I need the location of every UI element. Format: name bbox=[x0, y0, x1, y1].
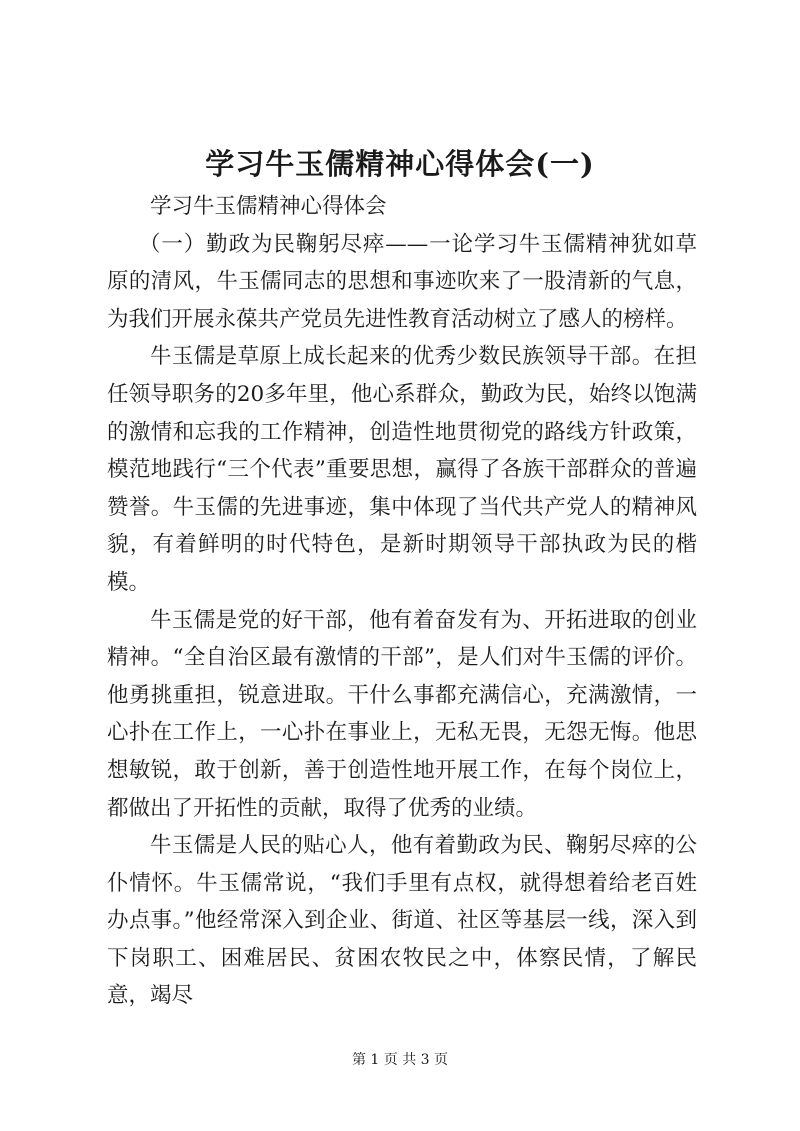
document-title: 学习牛玉儒精神心得体会(一) bbox=[205, 147, 595, 181]
paragraph: 牛玉儒是人民的贴心人，他有着勤政为民、鞠躬尽瘁的公仆情怀。牛玉儒常说，“我们手里有点权，就得想着给老百姓办点事。”他经常深入到企业、街道、社区等基层一线，深入到下岗职工、困难居民、贫困农牧民之中，体察民情，了解民意，竭尽 bbox=[107, 833, 697, 1009]
document-body bbox=[107, 188, 697, 1015]
paragraph: （一）勤政为民鞠躬尽瘁——一论学习牛玉儒精神犹如草原的清风，牛玉儒同志的思想和事迹吹来了一股清新的气息，为我们开展永葆共产党员先进性教育活动树立了感人的榜样。 bbox=[107, 231, 697, 332]
document-subtitle: 学习牛玉儒精神心得体会 bbox=[150, 194, 387, 219]
paragraph: 牛玉儒是草原上成长起来的优秀少数民族领导干部。在担任领导职务的20多年里，他心系群众，勤政为民，始终以饱满的激情和忘我的工作精神，创造性地贯彻党的路线方针政策，模范地践行“三个代表”重要思想，赢得了各族干部群众的普遍赞誉。牛玉儒的先进事迹，集中体现了当代共产党人的精神风貌，有着鲜明的时代特色，是新时期领导干部执政为民的楷模。 bbox=[107, 344, 697, 595]
page-footer: 第 1 页 共 3 页 bbox=[351, 1052, 449, 1068]
paragraph: 牛玉儒是党的好干部，他有着奋发有为、开拓进取的创业精神。“全自治区最有激情的干部”，是人们对牛玉儒的评价。他勇挑重担，锐意进取。干什么事都充满信心，充满激情，一心扑在工作上，一心扑在事业上，无私无畏，无怨无悔。他思想敏锐，敢于创新，善于创造性地开展工作，在每个岗位上，都做出了开拓性的贡献，取得了优秀的业绩。 bbox=[107, 607, 697, 821]
